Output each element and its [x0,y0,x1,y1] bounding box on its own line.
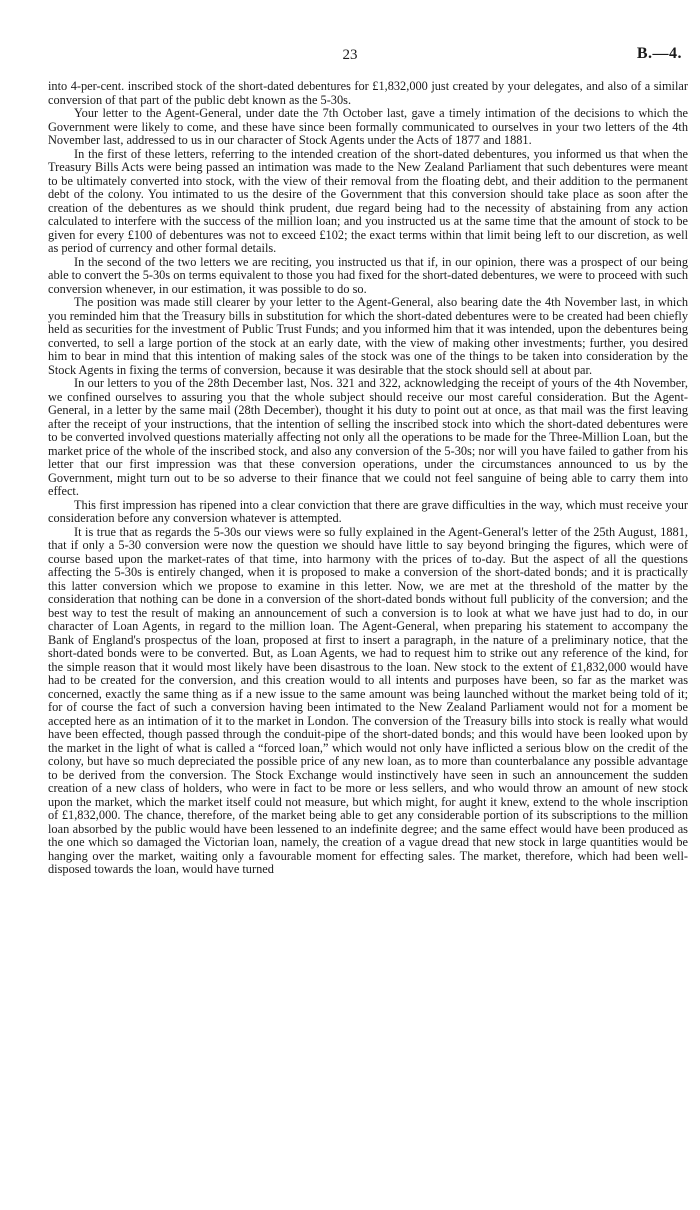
paragraph: The position was made still clearer by your letter to the Agent-General, also bearing date the 4th November last, in which you reminded him that the Treasury bills in substitution for which the short-dated debentures were to be created had been chiefly held as securities for the investment of Public Trust Funds; and you informed him that it was intended, upon the debentures being converted, to sell a large portion of the stock at an early date, with the view of making other investments; further, you desired him to bear in mind that this intention of making sales of the stock was one of the things to be taken into consideration by the Stock Agents in fixing the terms of conversion, because it was desirable that the stock should sell at about par. [48,295,688,377]
paragraph: It is true that as regards the 5-30s our views were so fully explained in the Agent-General's letter of the 25th August, 1881, that if only a 5-30 conversion were now the question we should have little to say beyond bringing the figures, which were of course based upon the market-rates of that time, into harmony with the prices of to-day. But the aspect of all the questions affecting the 5-30s is entirely changed, when it is proposed to make a conversion of the short-dated bonds; and it is practically this latter conversion which we propose to examine in this letter. Now, we are met at the threshold of the matter by the consideration that nothing can be done in a conversion of the short-dated bonds without full publicity of the conversion; and the best way to test the result of making an announcement of such a conversion is to look at what we have just had to do, in our character of Loan Agents, in regard to the million loan. The Agent-General, when preparing his statement to accompany the Bank of England's prospectus of the loan, proposed at first to insert a paragraph, in the nature of a preliminary notice, that the short-dated bonds were to be converted. But, as Loan Agents, we had to request him to strike out any reference of the kind, for the simple reason that it would most likely have been disastrous to the loan. New stock to the extent of £1,832,000 would have had to be created for the conversion, and this creation would to all intents and purposes have been, so far as the market was concerned, exactly the same thing as if a new issue to the same amount was being launched without the market being told of it; for of course the fact of such a conversion having been intimated to the New Zealand Parliament would not for a moment be accepted here as an intimation of it to the market in London. The conversion of the Treasury bills into stock is really what would have been effected, though passed through the conduit-pipe of the short-dated bonds; and this would have been looked upon by the market in the light of what is called a “forced loan,” which would not only have inflicted a serious blow on the credit of the colony, but have so much depreciated the possible price of any new loan, as to more than counterbalance any possible advantage to be derived from the conversion. The Stock Exchange would instinctively have seen in such an announcement the sudden creation of a new class of holders, who were in fact to be more or less sellers, and who would throw an amount of new stock upon the market, which the market itself could not measure, but which might, for aught it knew, extend to the whole inscription of £1,832,000. The chance, therefore, of the market being able to get any considerable portion of its subscriptions to the million loan absorbed by the public would have been lessened to an indefinite degree; and the same effect would have been produced as the one which so damaged the Victorian loan, namely, the creation of a vague dread that new stock in large quantities would be hanging over the market, waiting only a favourable moment for effecting sales. The market, therefore, which had been well-disposed towards the loan, would have turned [48,524,688,876]
paragraph: into 4-per-cent. inscribed stock of the short-dated debentures for £1,832,000 just created by your delegates, and also of a similar conversion of that part of the public debt known as the 5-30s. [48,79,688,107]
paragraph: In our letters to you of the 28th December last, Nos. 321 and 322, acknowledging the receipt of yours of the 4th November, we confined ourselves to assuring you that the whole subject should receive our most careful consideration. But the Agent-General, in a letter by the same mail (28th December), thought it his duty to point out at once, as that mail was the first leaving after the receipt of your instructions, that the intention of selling the inscribed stock into which the short-dated debentures were to be converted involved questions materially affecting not only all the operations to be made for the Three-Million Loan, but the market price of the whole of the inscribed stock, and also any conversion of the 5-30s; nor will you have failed to gather from his letter that our first impression was that these conversion operations, under the circumstances announced to us by the Government, might turn out to be so adverse to their finance that we could not feel sanguine of being able to carry them into effect. [48,376,688,498]
paragraph: Your letter to the Agent-General, under date the 7th October last, gave a timely intimation of the decisions to which the Government were likely to come, and these have since been formally communicated to ourselves in your two letters of the 4th November last, addressed to us in our character of Stock Agents under the Acts of 1877 and 1881. [48,106,688,147]
paragraph: In the first of these letters, referring to the intended creation of the short-dated debentures, you informed us that when the Treasury Bills Acts were being passed an intimation was made to the New Zealand Parliament that such debentures were meant to be ultimately converted into stock, with the view of their removal from the floating debt, and their addition to the permanent debt of the colony. You intimated to us the desire of the Government that this conversion should take place as soon after the creation of the debentures as we should think prudent, due regard being had to the necessity of abstaining from any action calculated to interfere with the success of the million loan; and you instructed us at the same time that the amount of stock to be given for every £100 of debentures was not to exceed £102; the exact terms within that limit being left to our discretion, as well as period of currency and other formal details. [48,146,688,255]
body-text [48,80,688,877]
paragraph: This first impression has ripened into a clear conviction that there are grave difficulties in the way, which must receive your consideration before any conversion whatever is attempted. [48,497,688,525]
page-number: 23 [342,47,358,63]
paragraph: In the second of the two letters we are reciting, you instructed us that if, in our opinion, there was a prospect of our being able to convert the 5-30s on terms equivalent to those you had fixed for the short-dated debentures, we were to proceed with such conversion whenever, in our estimation, it was possible to do so. [48,254,688,296]
document-reference: B.—4. [636,45,682,62]
